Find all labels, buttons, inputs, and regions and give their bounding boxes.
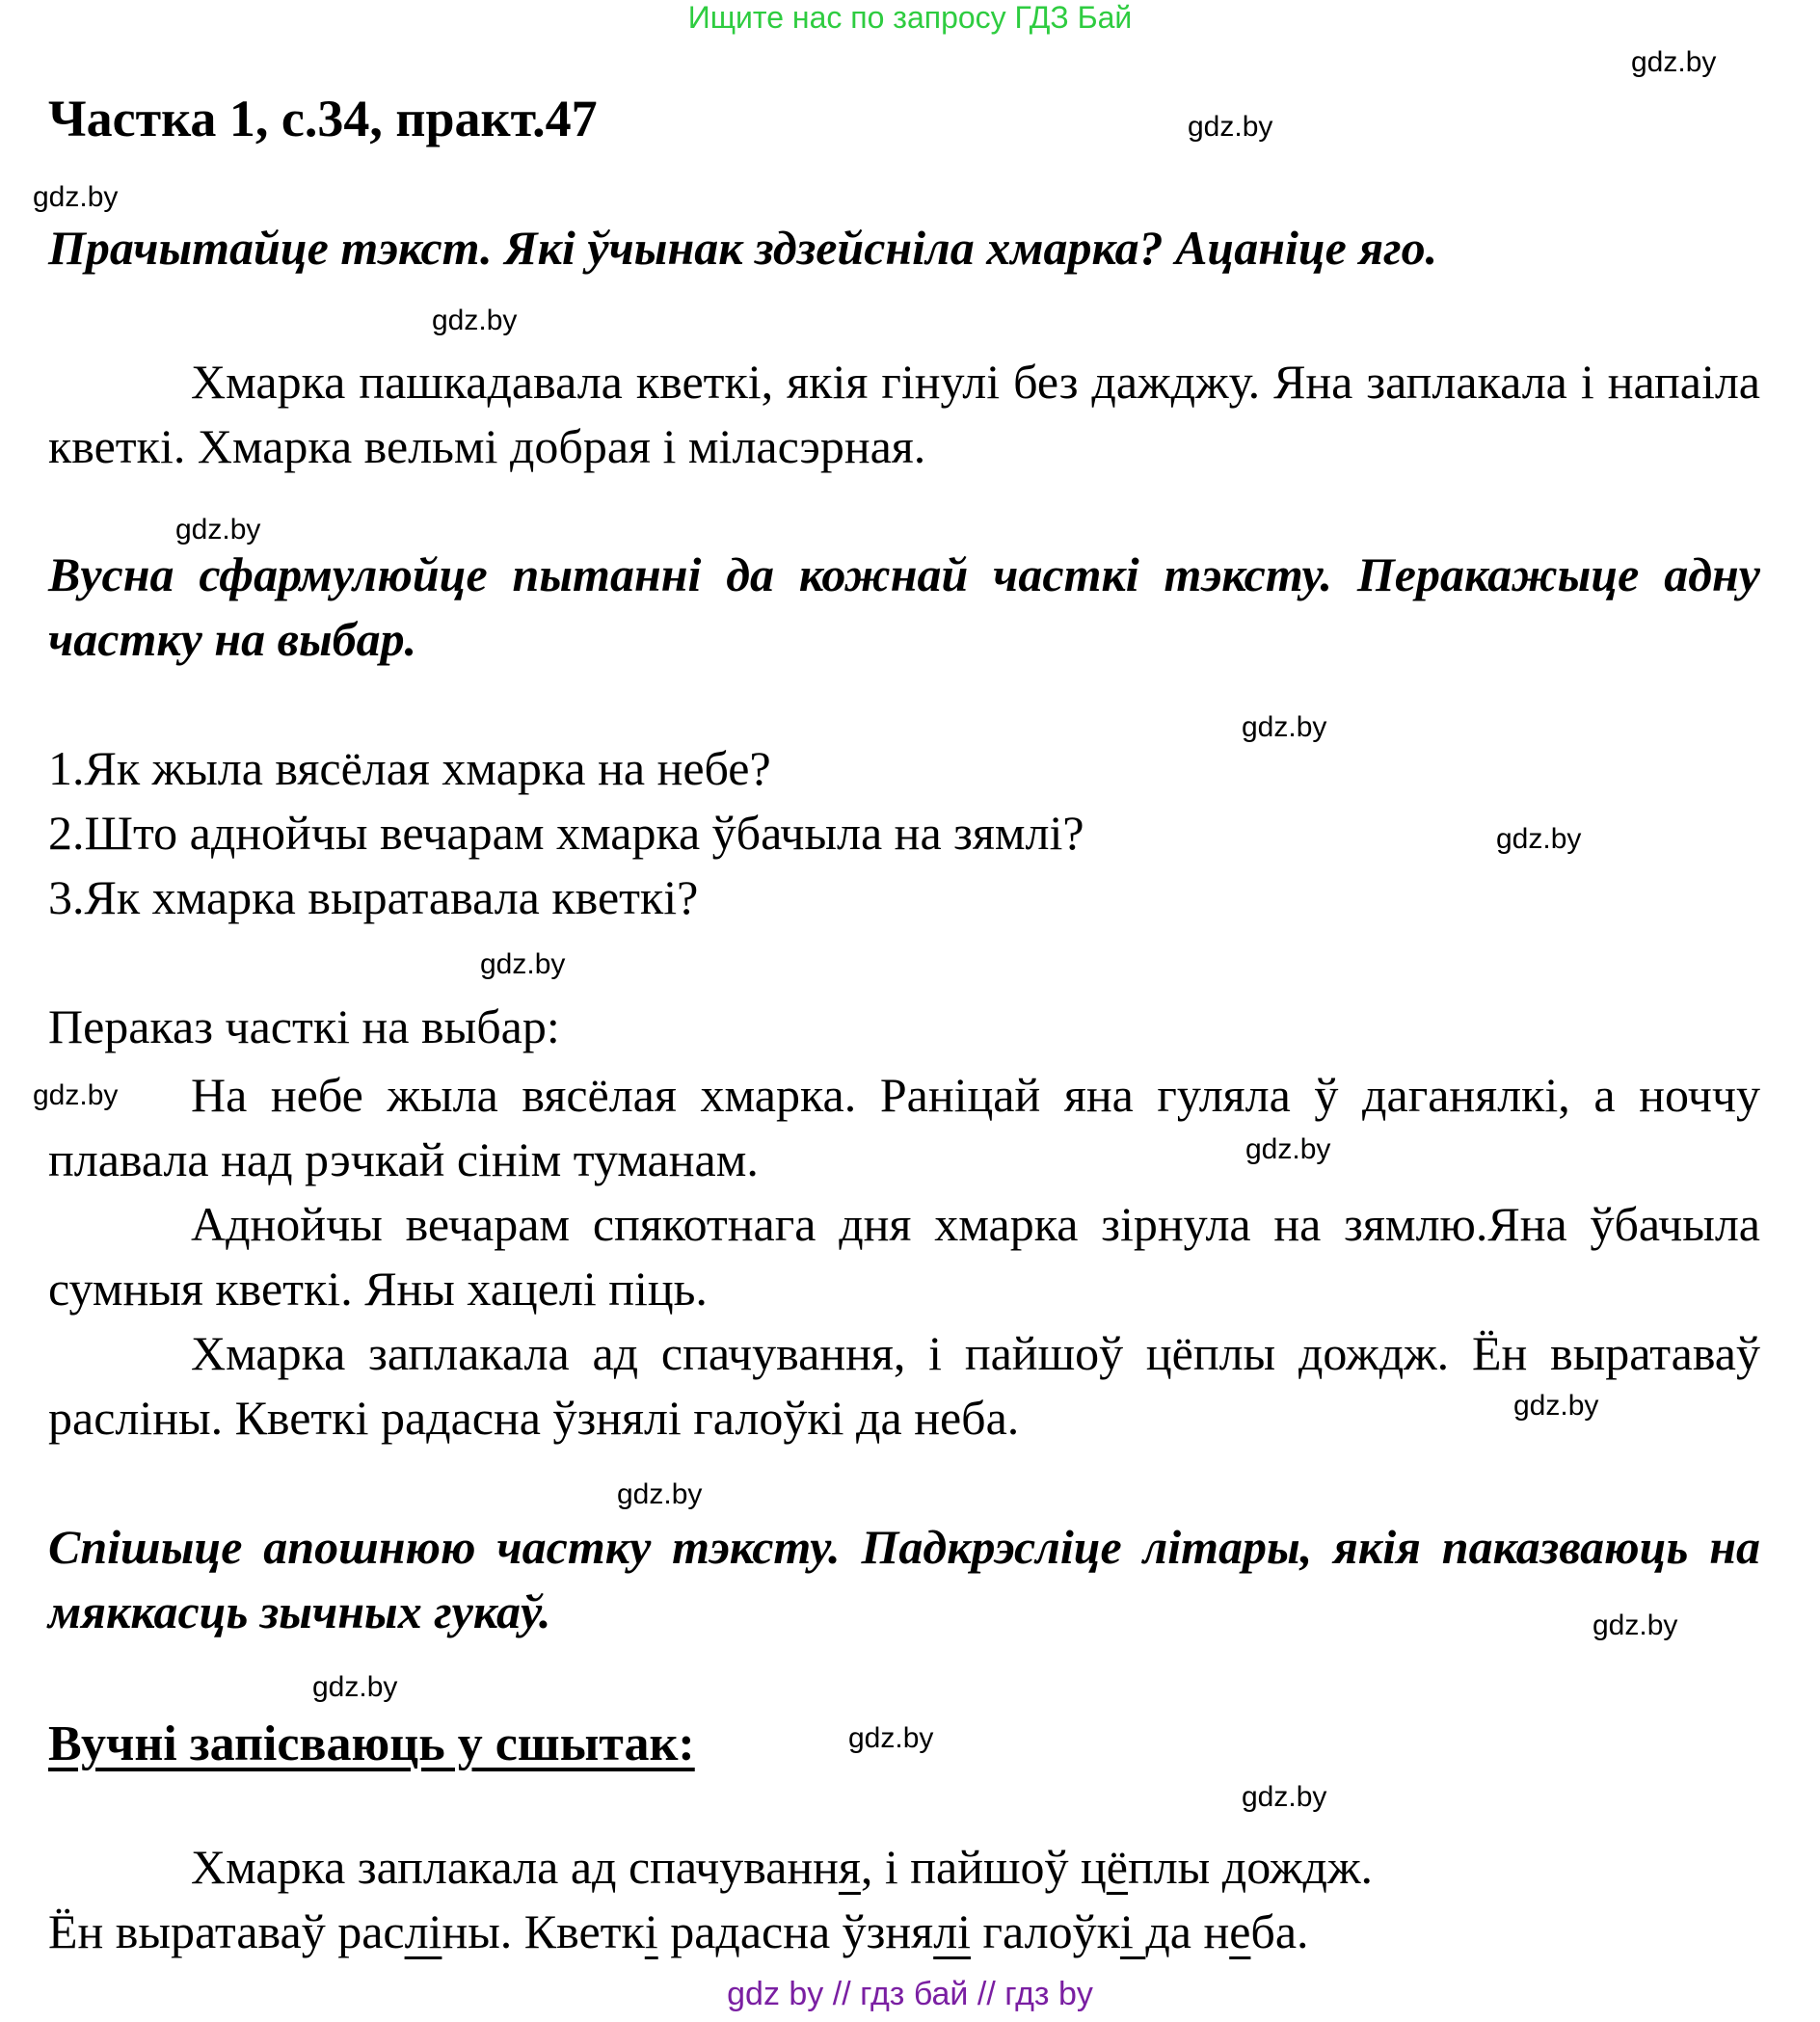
watermark: gdz.by: [432, 305, 518, 336]
watermark: gdz.by: [1513, 1390, 1599, 1422]
copied-line-1: Хмарка заплакала ад спачування, і пайшоў цёплы дождж.: [191, 1840, 1373, 1894]
watermark: gdz.by: [1631, 46, 1717, 78]
watermark: gdz.by: [848, 1722, 934, 1754]
watermark: gdz.by: [1242, 711, 1327, 743]
question-3: 3.Як хмарка выратавала кветкі?: [48, 870, 699, 924]
retell-paragraph-2: Аднойчы вечарам спякотнага дня хмарка зірнула на зямлю.Яна ўбачыла сумныя кветкі. Яны хацелі піць.: [48, 1197, 1760, 1316]
watermark: gdz.by: [33, 1079, 119, 1111]
task-1: Прачытайце тэкст. Які ўчынак здзейсніла хмарка? Ацаніце яго.: [48, 221, 1438, 275]
watermark: gdz.by: [33, 181, 119, 213]
page-title: Частка 1, с.34, практ.47: [48, 90, 598, 147]
watermark: gdz.by: [617, 1478, 703, 1510]
watermark: gdz.by: [1242, 1781, 1327, 1813]
watermark: gdz.by: [480, 948, 566, 980]
retell-paragraph-3: Хмарка заплакала ад спачування, і пайшоў цёплы дождж. Ён выратаваў расліны. Кветкі радасна ўзнялі галоўкі да неба.: [48, 1326, 1760, 1445]
retell-label: Пераказ часткі на выбар:: [48, 999, 560, 1053]
watermark: gdz.by: [1245, 1133, 1331, 1165]
copied-line-2: Ён выратаваў расліны. Кветкі радасна ўзнялі галоўкі да неба.: [48, 1904, 1309, 1958]
bottom-banner: gdz by // гдз бай // гдз by: [727, 1976, 1093, 2012]
task-3: Спішыце апошнюю частку тэксту. Падкрэсліце літары, якія паказваюць на мяккасць зычных гукаў.: [48, 1520, 1760, 1638]
question-2: 2.Што аднойчы вечарам хмарка ўбачыла на зямлі?: [48, 806, 1084, 860]
task-2: Вусна сфармулюйце пытанні да кожнай часткі тэксту. Перакажыце адну частку на выбар.: [48, 547, 1760, 666]
watermark: gdz.by: [312, 1671, 398, 1703]
watermark: gdz.by: [1592, 1610, 1678, 1641]
watermark: gdz.by: [1188, 111, 1273, 143]
notebook-heading: Вучні запісваюць у сшытак:: [48, 1716, 695, 1771]
watermark: gdz.by: [175, 514, 261, 545]
top-banner: Ищите нас по запросу ГДЗ Бай: [687, 0, 1133, 35]
retell-paragraph-1: На небе жыла вясёлая хмарка. Раніцай яна гуляла ў даганялкі, а ноччу плавала над рэчкай сінім туманам.: [48, 1068, 1760, 1186]
answer-1: Хмарка пашкадавала кветкі, якія гінулі без дажджу. Яна заплакала і напаіла кветкі. Хмарка вельмі добрая і міласэрная.: [48, 355, 1760, 473]
question-1: 1.Як жыла вясёлая хмарка на небе?: [48, 741, 771, 795]
watermark: gdz.by: [1496, 823, 1582, 855]
